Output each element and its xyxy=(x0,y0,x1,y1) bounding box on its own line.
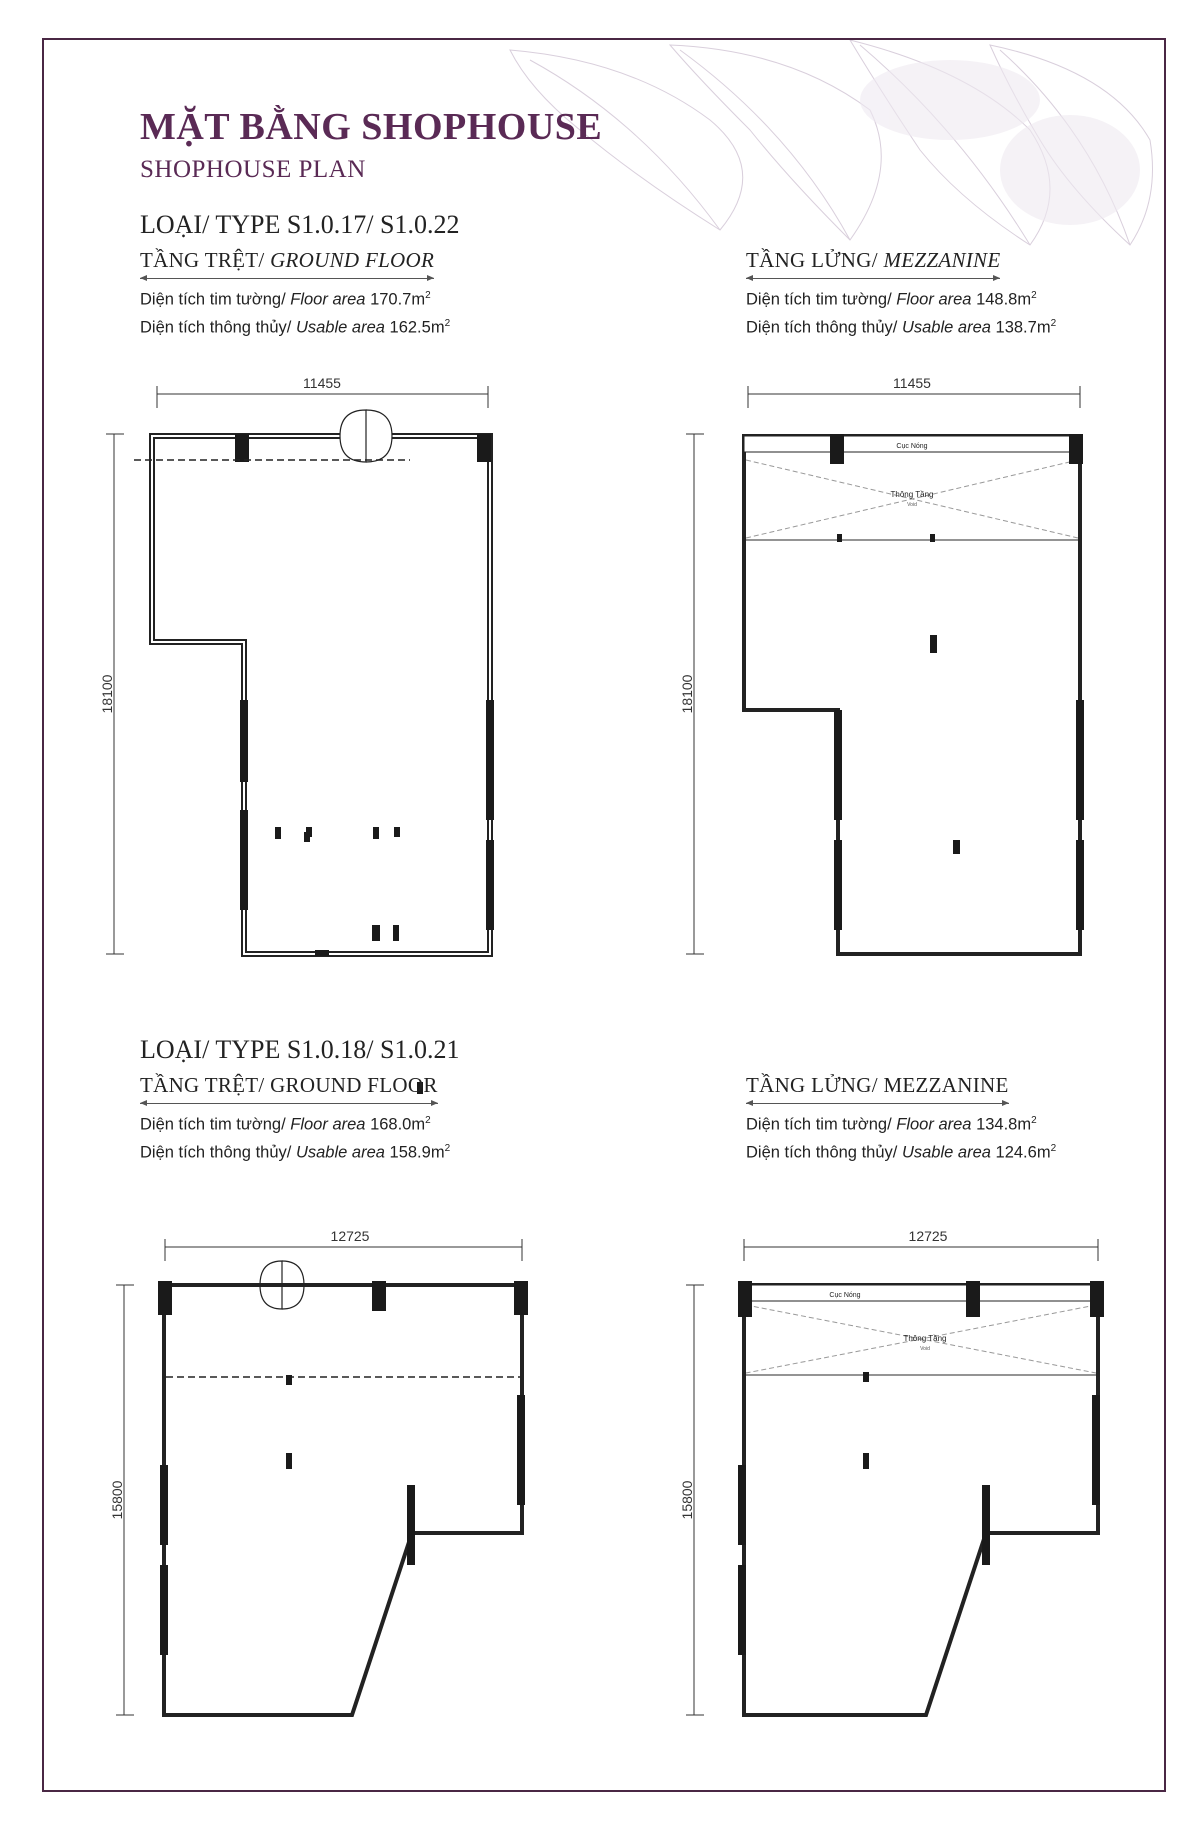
usable-area-line: Diện tích thông thủy/ Usable area $158.9m^2$ xyxy=(140,1143,451,1162)
floor-area-label-en: Floor area xyxy=(896,1115,972,1134)
floor-plan-ground-s1017 xyxy=(100,370,500,960)
floor-label-en: GROUND FLOOR xyxy=(270,1073,438,1097)
usable-area-value: 138.7m xyxy=(995,318,1051,337)
floor-label-ground xyxy=(140,248,434,273)
floor-area-value: 168.0m xyxy=(370,1115,426,1134)
width-dimension: 12725 xyxy=(330,1228,370,1244)
void-label: Thông Tầng xyxy=(903,1334,947,1343)
ac-unit-label: Cục Nóng xyxy=(829,1292,861,1299)
floor-plan-mezzanine-s1018 xyxy=(680,1225,1120,1745)
void-label-en: Void xyxy=(907,502,917,508)
usable-area-label-vi: Diện tích thông thủy/ xyxy=(140,1143,292,1162)
floor-area-label-vi: Diện tích tim tường/ xyxy=(746,1115,892,1134)
usable-area-label-en: Usable area xyxy=(295,318,385,337)
type-label: LOẠI/ TYPE S1.0.17/ S1.0.22 xyxy=(140,210,460,239)
width-dimension: 12725 xyxy=(908,1228,948,1244)
floor-label-vi: TẦNG LỬNG/ xyxy=(746,1073,878,1097)
height-dimension: 18100 xyxy=(679,674,695,714)
usable-area-label-vi: Diện tích thông thủy/ xyxy=(140,318,292,337)
height-dimension: 15800 xyxy=(679,1480,695,1520)
floor-area-label-en: Floor area xyxy=(290,1115,366,1134)
usable-area-value: 162.5m xyxy=(389,318,445,337)
floor-area-label-en: Floor area xyxy=(896,290,972,309)
floor-area-value: 134.8m xyxy=(976,1115,1032,1134)
floor-label-mezzanine xyxy=(746,248,1000,273)
page-title: MẶT BẰNG SHOPHOUSE xyxy=(140,106,603,148)
floor-label-en: MEZZANINE xyxy=(883,248,1001,272)
floor-label-vi: TẦNG TRỆT/ xyxy=(140,248,265,272)
floor-area-label-vi: Diện tích tim tường/ xyxy=(746,290,892,309)
floor-area-label-vi: Diện tích tim tường/ xyxy=(140,1115,286,1134)
usable-area-value: 124.6m xyxy=(995,1143,1051,1162)
void-label-en: Void xyxy=(920,1346,930,1352)
usable-area-line: Diện tích thông thủy/ Usable area $138.7m^2$ xyxy=(746,318,1057,337)
floor-area-value: 148.8m xyxy=(976,290,1032,309)
floor-label-ground xyxy=(140,1073,438,1098)
floor-area-line: Diện tích tim tường/ Floor area $170.7m^2$ xyxy=(140,290,431,309)
floor-area-line: Diện tích tim tường/ Floor area $168.0m^2$ xyxy=(140,1115,431,1134)
usable-area-line: Diện tích thông thủy/ Usable area $162.5m^2$ xyxy=(140,318,451,337)
floor-area-value: 170.7m xyxy=(370,290,426,309)
usable-area-label-en: Usable area xyxy=(901,318,991,337)
height-dimension: 18100 xyxy=(99,674,115,714)
width-dimension: 11455 xyxy=(303,375,341,391)
floor-plan-mezzanine-s1017 xyxy=(680,370,1100,960)
floor-label-en: GROUND FLOOR xyxy=(270,248,435,272)
usable-area-label-vi: Diện tích thông thủy/ xyxy=(746,318,898,337)
width-dimension: 11455 xyxy=(893,375,931,391)
floor-area-line: Diện tích tim tường/ Floor area $134.8m^2$ xyxy=(746,1115,1037,1134)
floor-label-vi: TẦNG TRỆT/ xyxy=(140,1073,265,1097)
type-label: LOẠI/ TYPE S1.0.18/ S1.0.21 xyxy=(140,1035,460,1064)
floor-label-en: MEZZANINE xyxy=(883,1073,1009,1097)
usable-area-line: Diện tích thông thủy/ Usable area $124.6m^2$ xyxy=(746,1143,1057,1162)
floor-label-vi: TẦNG LỬNG/ xyxy=(746,248,878,272)
floor-area-label-vi: Diện tích tim tường/ xyxy=(140,290,286,309)
usable-area-label-en: Usable area xyxy=(295,1143,385,1162)
floor-label-mezzanine xyxy=(746,1073,1009,1098)
floor-plan-ground-s1018 xyxy=(110,1225,530,1745)
usable-area-label-vi: Diện tích thông thủy/ xyxy=(746,1143,898,1162)
void-label: Thông Tầng xyxy=(890,490,934,499)
usable-area-value: 158.9m xyxy=(389,1143,445,1162)
floor-area-line: Diện tích tim tường/ Floor area $148.8m^2$ xyxy=(746,290,1037,309)
height-dimension: 15800 xyxy=(109,1480,125,1520)
page-subtitle: SHOPHOUSE PLAN xyxy=(140,156,366,183)
ac-unit-label: Cục Nóng xyxy=(896,443,928,450)
floor-area-label-en: Floor area xyxy=(290,290,366,309)
usable-area-label-en: Usable area xyxy=(901,1143,991,1162)
